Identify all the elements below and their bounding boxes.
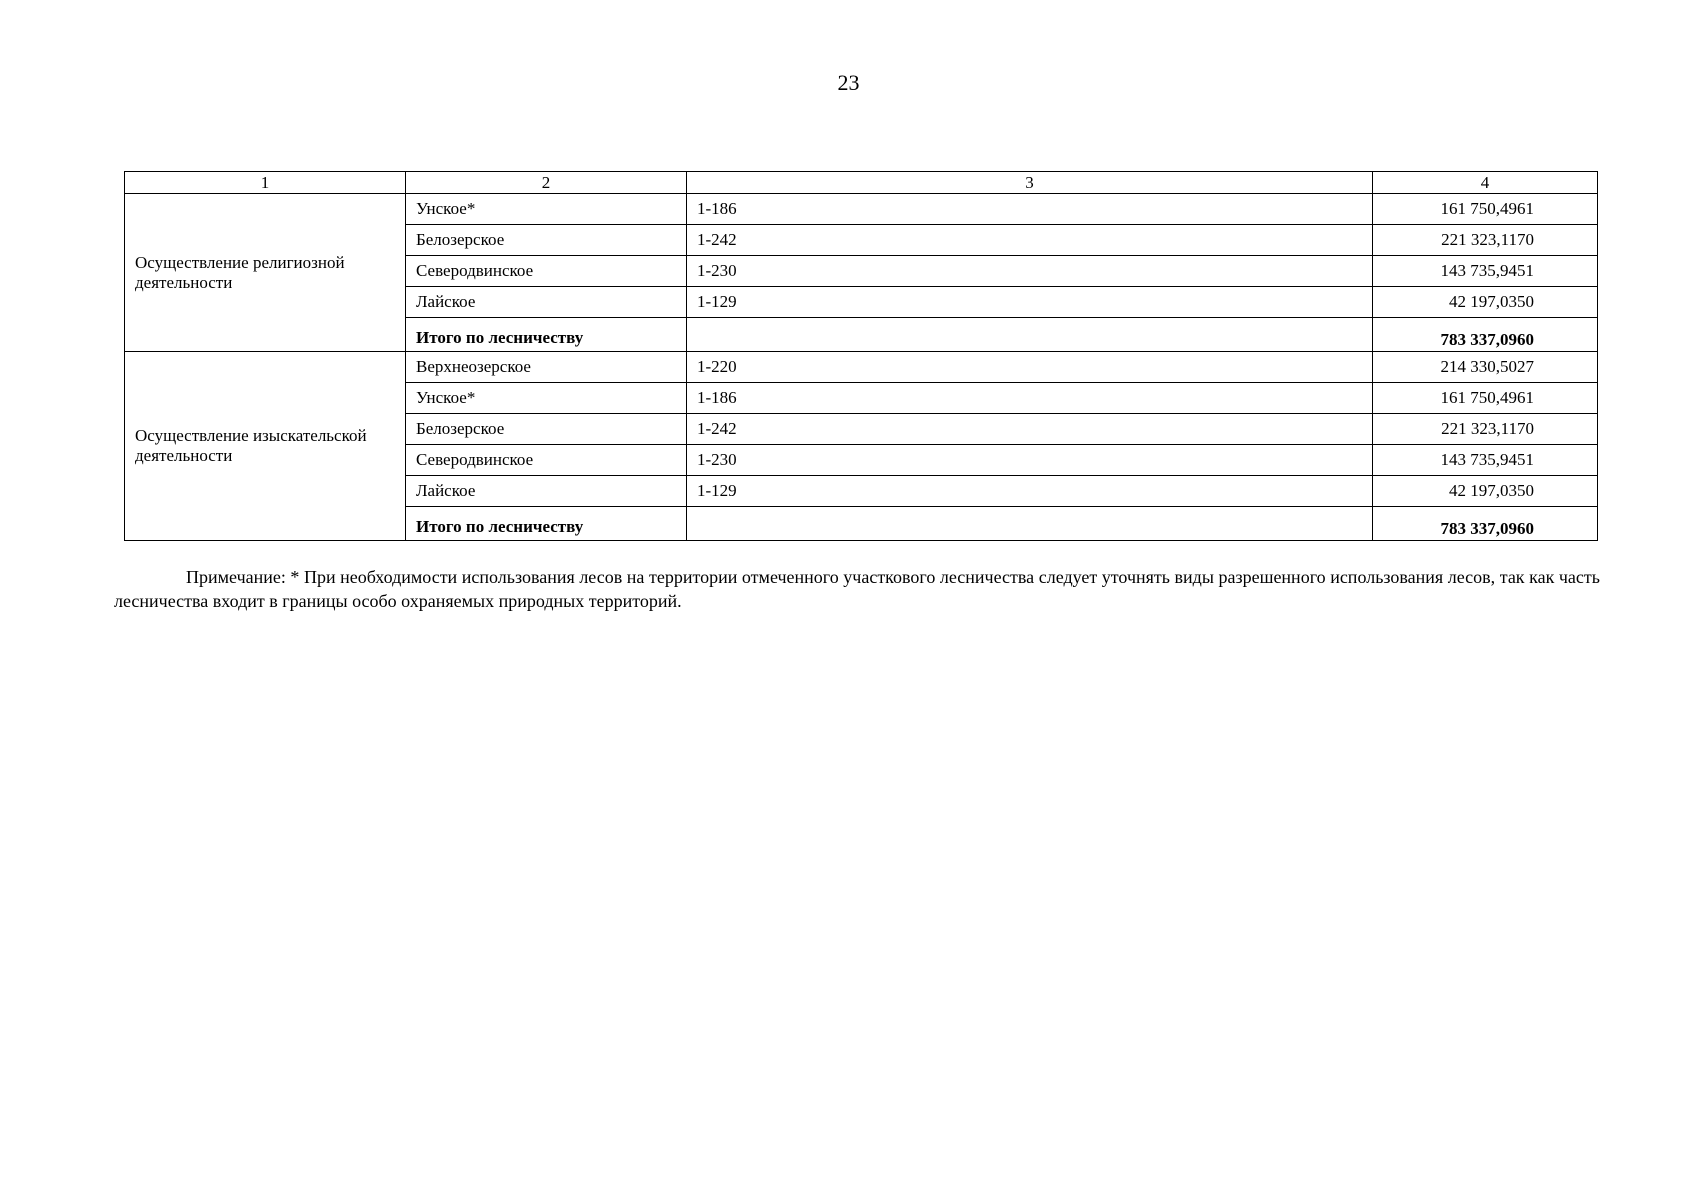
table-row [125,352,1598,383]
quarters-cell: 1-242 [687,414,1373,445]
quarters-cell: 1-230 [687,256,1373,287]
forest-use-table [124,171,1598,541]
area-cell: 221 323,1170 [1373,414,1598,445]
district-cell: Белозерское [406,225,687,256]
total-area-cell: 783 337,0960 [1373,318,1598,352]
quarters-cell: 1-230 [687,445,1373,476]
table-row [125,194,1598,225]
quarters-cell: 1-129 [687,476,1373,507]
quarters-cell: 1-129 [687,287,1373,318]
quarters-cell: 1-186 [687,383,1373,414]
district-cell: Унское* [406,194,687,225]
area-cell: 143 735,9451 [1373,256,1598,287]
area-cell: 214 330,5027 [1373,352,1598,383]
total-label-cell: Итого по лесничеству [406,318,687,352]
area-cell: 221 323,1170 [1373,225,1598,256]
area-cell: 143 735,9451 [1373,445,1598,476]
total-area-cell: 783 337,0960 [1373,507,1598,541]
district-cell: Белозерское [406,414,687,445]
area-cell: 42 197,0350 [1373,287,1598,318]
district-cell: Унское* [406,383,687,414]
table-header-row [125,172,1598,194]
column-number-2: 2 [406,172,687,194]
area-cell: 161 750,4961 [1373,383,1598,414]
area-cell: 42 197,0350 [1373,476,1598,507]
area-cell: 161 750,4961 [1373,194,1598,225]
quarters-cell: 1-220 [687,352,1373,383]
district-cell: Верхнеозерское [406,352,687,383]
district-cell: Северодвинское [406,445,687,476]
column-number-1: 1 [125,172,406,194]
activity-cell: Осуществление изыскательской деятельности [125,352,406,541]
total-label-cell: Итого по лесничеству [406,507,687,541]
activity-cell: Осуществление религиозной деятельности [125,194,406,352]
total-quarters-cell [687,507,1373,541]
district-cell: Лайское [406,476,687,507]
quarters-cell: 1-186 [687,194,1373,225]
footnote: Примечание: * При необходимости использования лесов на территории отмеченного участкового лесничества следует уточнять виды разрешенного использования лесов, так как часть лесничества входит в границы особо охраняемых природных территорий. [114,567,1600,611]
page-number: 23 [837,70,860,95]
total-quarters-cell [687,318,1373,352]
column-number-3: 3 [687,172,1373,194]
column-number-4: 4 [1373,172,1598,194]
district-cell: Лайское [406,287,687,318]
quarters-cell: 1-242 [687,225,1373,256]
district-cell: Северодвинское [406,256,687,287]
